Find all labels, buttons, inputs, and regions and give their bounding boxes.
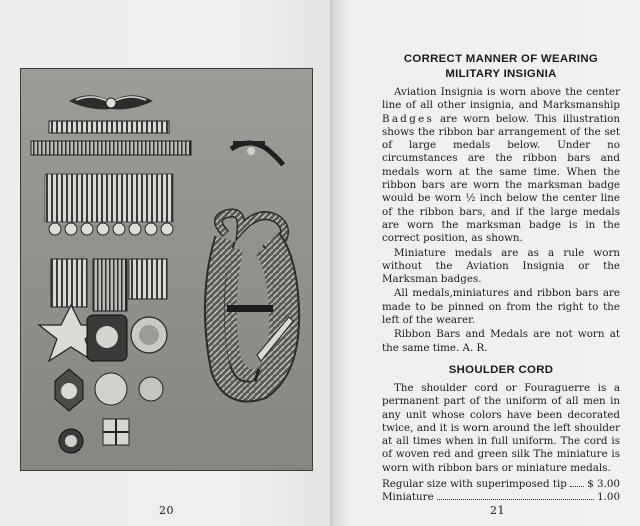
paragraph-aviation-insignia — [382, 86, 620, 246]
price-row — [382, 491, 620, 504]
leader-dots — [437, 499, 594, 500]
section-title-line2: MILITARY INSIGNIA — [445, 68, 557, 80]
price-list — [382, 478, 620, 505]
price-row — [382, 478, 620, 491]
section-title-insignia — [382, 52, 620, 82]
right-page — [332, 0, 640, 526]
price-value: 1.00 — [597, 491, 620, 504]
section-title-shoulder-cord: SHOULDER CORD — [448, 363, 554, 376]
price-label: Regular size with superimposed tip — [382, 478, 567, 491]
paragraph-spaced-word: Badges — [382, 112, 435, 125]
insignia-photo — [20, 68, 313, 471]
paragraph-pinning: All medals,miniatures and ribbon bars are made to be pinned on from the right to the left of the wearer. — [382, 287, 620, 327]
leader-dots — [570, 486, 584, 487]
section-title-line1: CORRECT MANNER OF WEARING — [403, 53, 599, 65]
price-label: Miniature — [382, 491, 434, 504]
price-value: $ 3.00 — [587, 478, 620, 491]
paragraph-not-worn-together: Ribbon Bars and Medals are not worn at the same time. A. R. — [382, 328, 620, 354]
paragraph-aviation-insignia-b: are worn below. This illustration shows the ribbon bar arrangement of the set of large medals below. Under no circumstances are the ribbon bars and medals worn at the same time. When the ribbon bars are worn the marksman badge would be worn ½ inch below the center line of the ribbon bars, and if the large medals are worn the marksman badge is in the correct position, as shown. — [382, 112, 620, 245]
paragraph-miniature-medals: Miniature medals are as a rule worn without the Aviation Insignia or the Marksman badges. — [382, 246, 620, 286]
page-number-left: 20 — [159, 504, 174, 517]
page-number-right: 21 — [490, 504, 505, 517]
right-page-text — [382, 52, 620, 505]
paragraph-aviation-insignia-a: Aviation Insignia is worn above the center line of all other insignia, and Marksmanship — [382, 86, 620, 112]
paragraph-shoulder-cord: The shoulder cord or Fouraguerre is a permanent part of the uniform of all men in any unit whose colors have been decorated twice, and it is worn around the left shoulder at all times when in full uniform. The cord is of woven red and green silk The miniature is worn with ribbon bars or miniature medals. — [382, 381, 620, 474]
